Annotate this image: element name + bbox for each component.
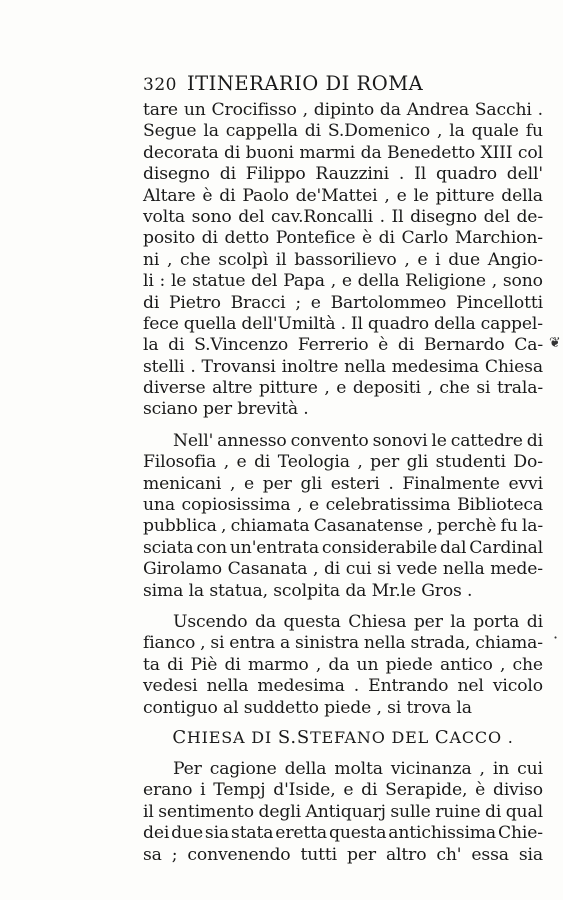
margin-ornament: ❦ — [549, 335, 561, 351]
text-line: fianco , si entra a sinistra nella strada, chiama- — [143, 633, 543, 654]
text-line: tare un Crocifisso , dipinto da Andrea Sacchi . — [143, 100, 543, 120]
heading-part-2: TEFANO DEL — [310, 727, 435, 747]
margin-dot: · — [553, 628, 559, 647]
text-line: dei due sia stata eretta questa antichissima Chie- — [143, 823, 543, 844]
text-line: Per cagione della molta vicinanza , in cui — [173, 758, 543, 779]
text-line: Segue la cappella di S.Domenico , la quale fu — [143, 121, 543, 142]
paragraph-2 — [143, 431, 543, 602]
running-head-title: ITINERARIO DI ROMA — [186, 72, 424, 95]
text-line: di Pietro Bracci ; e Bartolommeo Pincellotti — [143, 292, 543, 313]
text-line: Uscendo da questa Chiesa per la porta di — [173, 611, 543, 632]
section-heading — [143, 723, 543, 753]
text-line: sima la statua, scolpita da Mr.le Gros . — [143, 580, 473, 601]
page-number: 320 — [143, 75, 177, 95]
text-line: ni , che scolpì il bassorilievo , e i due Angio- — [143, 249, 543, 270]
text-line: volta sono del cav.Roncalli . Il disegno del de- — [143, 206, 543, 227]
running-head — [143, 70, 543, 97]
heading-part-3: ACCO . — [449, 727, 514, 747]
text-line: menicani , e per gli esteri . Finalmente evvi — [143, 473, 543, 494]
text-line: disegno di Filippo Rauzzini . Il quadro dell' — [143, 164, 543, 185]
text-line: li : le statue del Papa , e della Religione , sono — [143, 271, 543, 292]
text-line: una copiosissima , e celebratissima Biblioteca — [143, 495, 543, 516]
text-line: erano i Tempj d'Iside, e di Serapide, è diviso — [143, 780, 543, 801]
text-line: diverse altre pitture , e depositi , che si trala- — [143, 378, 543, 399]
text-line: il sentimento degli Antiquarj sulle ruine di qual — [143, 801, 543, 822]
text-line: vedesi nella medesima . Entrando nel vicolo — [143, 676, 543, 697]
text-line: sciano per brevità . — [143, 399, 309, 420]
text-line: fece quella dell'Umiltà . Il quadro della cappel- — [143, 313, 543, 334]
paragraph-4 — [143, 759, 543, 866]
text-line: sa ; convenendo tutti per altro ch' essa sia — [143, 844, 543, 865]
text-line: contiguo al suddetto piede , si trova la — [143, 697, 472, 718]
heading-cacco-initial: C — [434, 726, 450, 748]
text-line: posito di detto Pontefice è di Carlo Marchion- — [143, 228, 543, 249]
text-line: la di S.Vincenzo Ferrerio è di Bernardo Ca- — [143, 335, 543, 356]
text-line: Filosofia , e di Teologia , per gli studenti Do- — [143, 452, 543, 473]
heading-saint: S.S — [277, 726, 311, 748]
text-line: Nell' annesso convento sonovi le cattedre di — [173, 430, 543, 451]
text-line: ta di Piè di marmo , da un piede antico , che — [143, 654, 543, 675]
heading-part-1: HIESA DI — [186, 727, 278, 747]
heading-initial: C — [172, 726, 187, 748]
text-line: sciata con un'entrata considerabile dal Cardinal — [143, 537, 543, 558]
page-text — [143, 70, 543, 866]
text-line: Girolamo Casanata , di cui si vede nella mede- — [143, 559, 543, 580]
paragraph-1 — [143, 100, 543, 421]
text-line: decorata di buoni marmi da Benedetto XIII col — [143, 142, 543, 163]
text-line: Altare è di Paolo de'Mattei , e le pitture della — [143, 185, 543, 206]
text-line: stelli . Trovansi inoltre nella medesima Chiesa — [143, 356, 543, 377]
paragraph-3 — [143, 612, 543, 719]
text-line: pubblica , chiamata Casanatense , perchè fu la- — [143, 516, 543, 537]
